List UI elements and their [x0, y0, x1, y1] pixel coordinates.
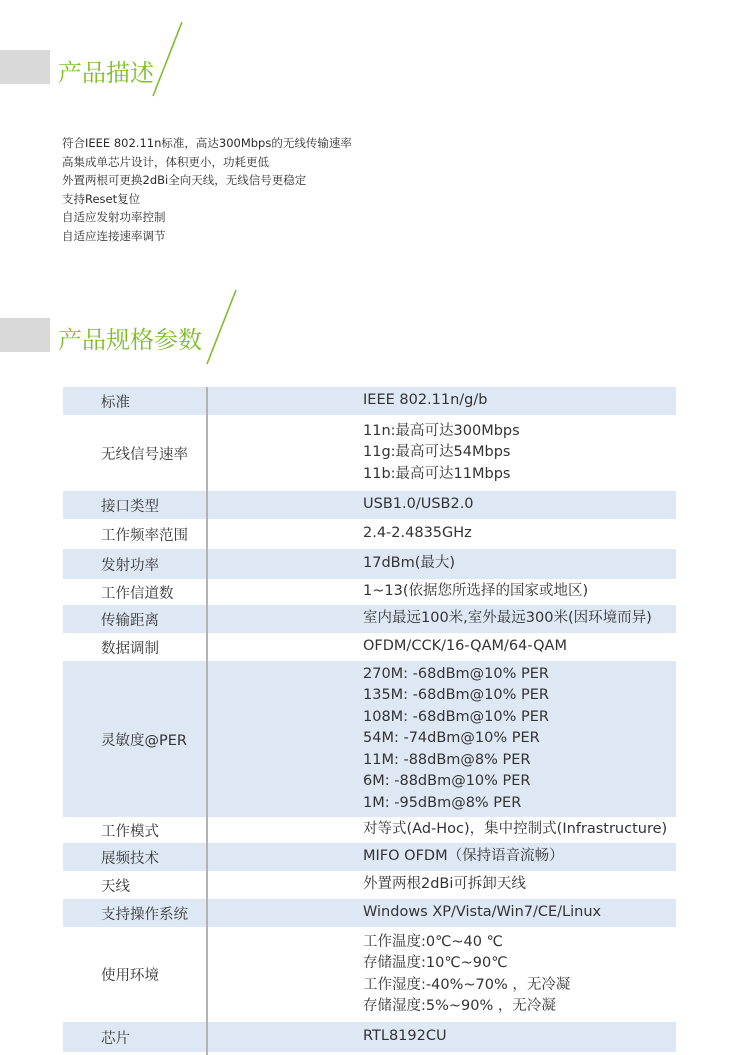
table-column-divider: [206, 387, 208, 1055]
spec-value: [268, 633, 676, 661]
spec-value: [268, 415, 676, 491]
spec-table: [63, 387, 676, 1052]
spec-value: [268, 1022, 676, 1052]
spec-value: [268, 549, 676, 579]
spec-row-standard: [63, 387, 676, 415]
spec-row-rate: [63, 415, 676, 491]
spec-label: 使用环境: [101, 968, 159, 984]
spec-value-line: 135M: -68dBm@10% PER: [363, 687, 549, 704]
spec-label: 接口类型: [101, 498, 159, 515]
spec-value-line: 1~13(依据您所选择的国家或地区): [363, 583, 589, 600]
section-title-specs: 产品规格参数: [58, 326, 202, 354]
spec-value-line: MIFO OFDM（保持语音流畅）: [363, 848, 564, 865]
spec-value-line: 工作湿度:-40%~70% ，无冷凝: [363, 976, 571, 993]
feature-item: 自适应发射功率控制: [62, 210, 166, 224]
feature-item: 支持Reset复位: [62, 191, 141, 206]
spec-value: [268, 843, 676, 871]
spec-value: [268, 661, 676, 817]
spec-value-line: 工作温度:0℃~40 ℃: [363, 933, 503, 950]
spec-row-chip: [63, 1022, 676, 1052]
spec-row-frequency: [63, 519, 676, 549]
spec-row-spread: [63, 843, 676, 871]
spec-value: [268, 605, 676, 633]
spec-value-line: 1M: -95dBm@8% PER: [363, 794, 522, 811]
header-accent-bar: [0, 50, 50, 84]
spec-label: 灵敏度@PER: [101, 732, 187, 749]
spec-value-line: 54M: -74dBm@10% PER: [363, 730, 540, 747]
spec-value-line: 11M: -88dBm@8% PER: [363, 751, 531, 768]
feature-list: [62, 134, 352, 245]
section-header-description: [0, 20, 751, 100]
slash-decoration: [148, 20, 188, 100]
spec-value: [268, 519, 676, 549]
spec-row-modulation: [63, 633, 676, 661]
spec-row-channels: [63, 579, 676, 605]
spec-label: 展频技术: [101, 850, 159, 867]
spec-label: 数据调制: [101, 640, 159, 657]
feature-item: 外置两根可更换2dBi全向天线，无线信号更稳定: [62, 173, 307, 187]
spec-label: 天线: [101, 878, 130, 895]
spec-label: 传输距离: [101, 612, 159, 629]
spec-value-line: Windows XP/Vista/Win7/CE/Linux: [363, 904, 602, 921]
spec-row-environment: [63, 927, 676, 1022]
spec-label: 支持操作系统: [101, 906, 188, 923]
spec-row-interface: [63, 491, 676, 519]
spec-value-line: OFDM/CCK/16-QAM/64-QAM: [363, 638, 567, 655]
spec-row-mode: [63, 817, 676, 843]
spec-value: [268, 899, 676, 927]
spec-value-line: 6M: -88dBm@10% PER: [363, 773, 531, 790]
spec-value-line: 11g:最高可达54Mbps: [363, 444, 511, 461]
section-header-specs: [0, 288, 751, 368]
spec-label: 无线信号速率: [101, 446, 188, 463]
spec-value: [268, 491, 676, 519]
spec-value-line: 17dBm(最大): [363, 555, 456, 572]
spec-label: 工作模式: [101, 823, 159, 840]
spec-label: 工作信道数: [101, 585, 174, 602]
spec-value-line: USB1.0/USB2.0: [363, 496, 474, 513]
spec-value-line: IEEE 802.11n/g/b: [363, 392, 488, 409]
spec-value: [268, 387, 676, 415]
spec-value-line: 11b:最高可达11Mbps: [363, 465, 511, 482]
spec-value-line: 存储温度:10℃~90℃: [363, 955, 508, 971]
spec-value-line: 2.4-2.4835GHz: [363, 525, 472, 542]
spec-value: [268, 579, 676, 605]
spec-value-line: 外置两根2dBi可拆卸天线: [363, 876, 526, 893]
spec-row-power: [63, 549, 676, 579]
spec-row-sensitivity: [63, 661, 676, 817]
spec-value: [268, 927, 676, 1022]
spec-label: 芯片: [101, 1030, 130, 1047]
spec-label: 发射功率: [101, 557, 159, 574]
spec-value: [268, 871, 676, 899]
spec-value-line: 11n:最高可达300Mbps: [363, 422, 520, 439]
spec-value-line: 存储湿度:5%~90% ，无冷凝: [363, 998, 556, 1014]
feature-item: 符合IEEE 802.11n标准，高达300Mbps的无线传输速率: [62, 136, 352, 150]
slash-decoration: [202, 288, 242, 368]
feature-item: 自适应连接速率调节: [62, 228, 166, 243]
spec-value: [268, 817, 676, 843]
spec-value-line: RTL8192CU: [363, 1028, 447, 1045]
section-title-description: 产品描述: [58, 59, 154, 87]
spec-value-line: 室内最远100米,室外最远300米(因环境而异): [363, 610, 652, 627]
spec-row-distance: [63, 605, 676, 633]
spec-label: 工作频率范围: [101, 527, 188, 544]
spec-row-antenna: [63, 871, 676, 899]
spec-row-os: [63, 899, 676, 927]
feature-item: 高集成单芯片设计，体积更小，功耗更低: [62, 154, 269, 169]
spec-label: 标准: [101, 394, 130, 411]
header-accent-bar: [0, 318, 50, 352]
spec-value-line: 对等式(Ad-Hoc)，集中控制式(Infrastructure): [363, 821, 668, 838]
spec-value-line: 270M: -68dBm@10% PER: [363, 665, 549, 682]
spec-value-line: 108M: -68dBm@10% PER: [363, 708, 549, 725]
